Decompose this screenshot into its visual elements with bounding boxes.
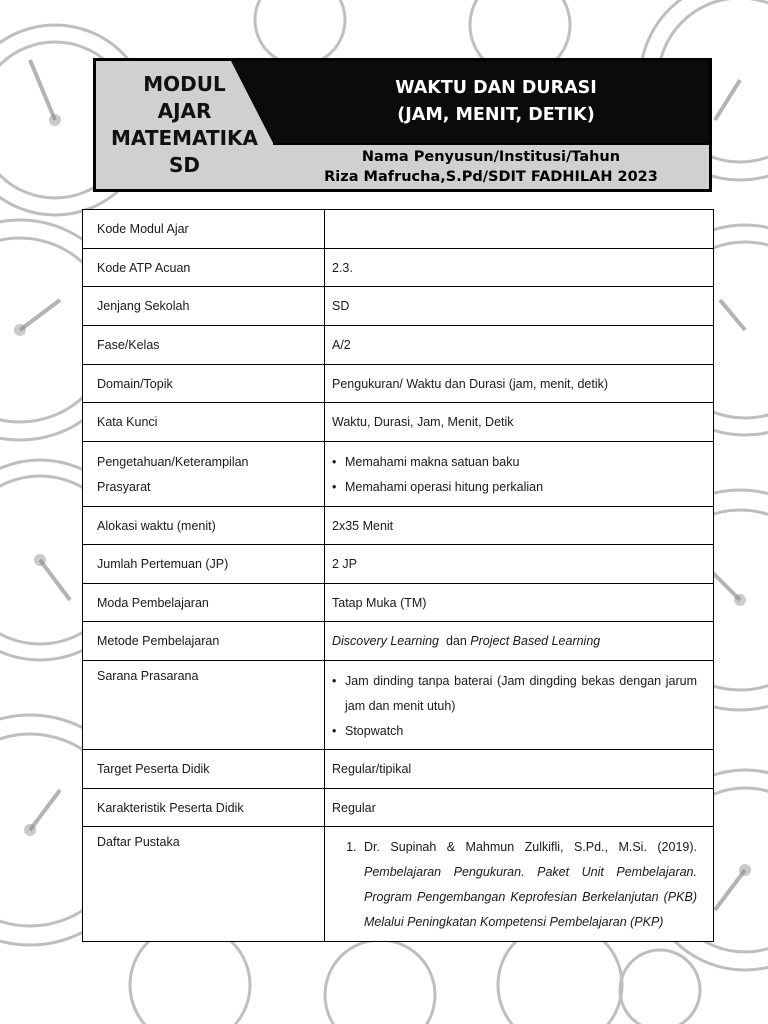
table-row xyxy=(83,326,714,365)
table-row xyxy=(83,789,714,827)
method-conjunction: dan xyxy=(445,634,467,648)
list-item xyxy=(332,450,697,475)
list-item xyxy=(332,475,697,500)
table-row xyxy=(83,661,714,750)
table-row xyxy=(83,545,714,584)
author-caption: Nama Penyusun/Institusi/Tahun xyxy=(361,149,621,165)
row-value: Regular/tipikal xyxy=(325,750,714,789)
row-value: Waktu, Durasi, Jam, Menit, Detik xyxy=(325,403,714,442)
bullet-icon: • xyxy=(332,724,337,738)
module-info-table xyxy=(82,209,714,942)
row-label: Pengetahuan/Keterampilan xyxy=(97,455,249,469)
topic-title-box xyxy=(273,61,709,143)
row-label: Prasyarat xyxy=(97,480,151,494)
row-value-cell xyxy=(325,827,714,942)
list-item-text: Memahami operasi hitung perkalian xyxy=(345,480,544,494)
row-label: Moda Pembelajaran xyxy=(83,584,325,622)
row-label: Metode Pembelajaran xyxy=(83,622,325,661)
row-value xyxy=(325,210,714,249)
list-item-text: Stopwatch xyxy=(345,724,404,738)
method-project: Project Based Learning xyxy=(470,634,601,648)
table-row xyxy=(83,827,714,942)
row-label: Kode Modul Ajar xyxy=(83,210,325,249)
table-row xyxy=(83,584,714,622)
table-row xyxy=(83,507,714,545)
row-value: Pengukuran/ Waktu dan Durasi (jam, menit, detik) xyxy=(325,365,714,403)
table-row xyxy=(83,750,714,789)
row-value-cell xyxy=(325,661,714,750)
table-row xyxy=(83,442,714,507)
row-value: Regular xyxy=(325,789,714,827)
bullet-icon: • xyxy=(332,455,337,469)
row-label: Jumlah Pertemuan (JP) xyxy=(83,545,325,584)
row-label: Daftar Pustaka xyxy=(97,835,180,849)
table-row xyxy=(83,287,714,326)
table-row xyxy=(83,249,714,287)
row-label: Kata Kunci xyxy=(83,403,325,442)
row-label-cell xyxy=(83,442,325,507)
module-header xyxy=(93,58,712,192)
row-value: 2x35 Menit xyxy=(325,507,714,545)
brand-line: AJAR xyxy=(157,99,212,123)
table-row xyxy=(83,403,714,442)
row-label: Karakteristik Peserta Didik xyxy=(83,789,325,827)
row-value: Tatap Muka (TM) xyxy=(325,584,714,622)
row-label: Alokasi waktu (menit) xyxy=(83,507,325,545)
table-row xyxy=(83,622,714,661)
row-value: SD xyxy=(325,287,714,326)
list-item xyxy=(332,669,697,719)
table-row xyxy=(83,365,714,403)
row-value: 2.3. xyxy=(325,249,714,287)
reference-authors: Dr. Supinah & Mahmun Zulkifli, S.Pd., M.Si. (2019). xyxy=(364,840,697,854)
list-item xyxy=(332,719,697,744)
brand-line: MATEMATIKA xyxy=(110,126,259,150)
brand-line: SD xyxy=(168,153,200,177)
reference-item xyxy=(360,835,697,935)
row-value-cell xyxy=(325,442,714,507)
row-label: Sarana Prasarana xyxy=(97,669,199,683)
header-wedge-decoration xyxy=(231,61,273,143)
topic-title-line2: (JAM, MENIT, DETIK) xyxy=(397,105,595,125)
reference-title: Pembelajaran Pengukuran. Paket Unit Pembelajaran. Program Pengembangan Keprofesian Berkelanjutan (PKB) Melalui Peningkatan Kompetensi Pembelajaran (PKP) xyxy=(364,865,697,929)
table-row xyxy=(83,210,714,249)
bullet-icon: • xyxy=(332,480,337,494)
row-label: Fase/Kelas xyxy=(83,326,325,365)
bullet-icon: • xyxy=(332,674,337,688)
topic-title-line1: WAKTU DAN DURASI xyxy=(395,78,597,98)
row-label: Domain/Topik xyxy=(83,365,325,403)
row-label: Kode ATP Acuan xyxy=(83,249,325,287)
row-value-cell xyxy=(325,622,714,661)
row-label: Jenjang Sekolah xyxy=(83,287,325,326)
row-label-cell xyxy=(83,661,325,750)
row-value: A/2 xyxy=(325,326,714,365)
author-name: Riza Mafrucha,S.Pd/SDIT FADHILAH 2023 xyxy=(324,169,658,185)
brand-line: MODUL xyxy=(143,72,226,96)
row-label: Target Peserta Didik xyxy=(83,750,325,789)
method-discovery: Discovery Learning xyxy=(332,634,439,648)
row-label-cell xyxy=(83,827,325,942)
reference-list xyxy=(332,835,697,935)
list-item-text: Jam dinding tanpa baterai (Jam dingding bekas dengan jarum jam dan menit utuh) xyxy=(345,674,697,713)
author-box xyxy=(273,143,709,189)
row-value: 2 JP xyxy=(325,545,714,584)
list-item-text: Memahami makna satuan baku xyxy=(345,455,520,469)
